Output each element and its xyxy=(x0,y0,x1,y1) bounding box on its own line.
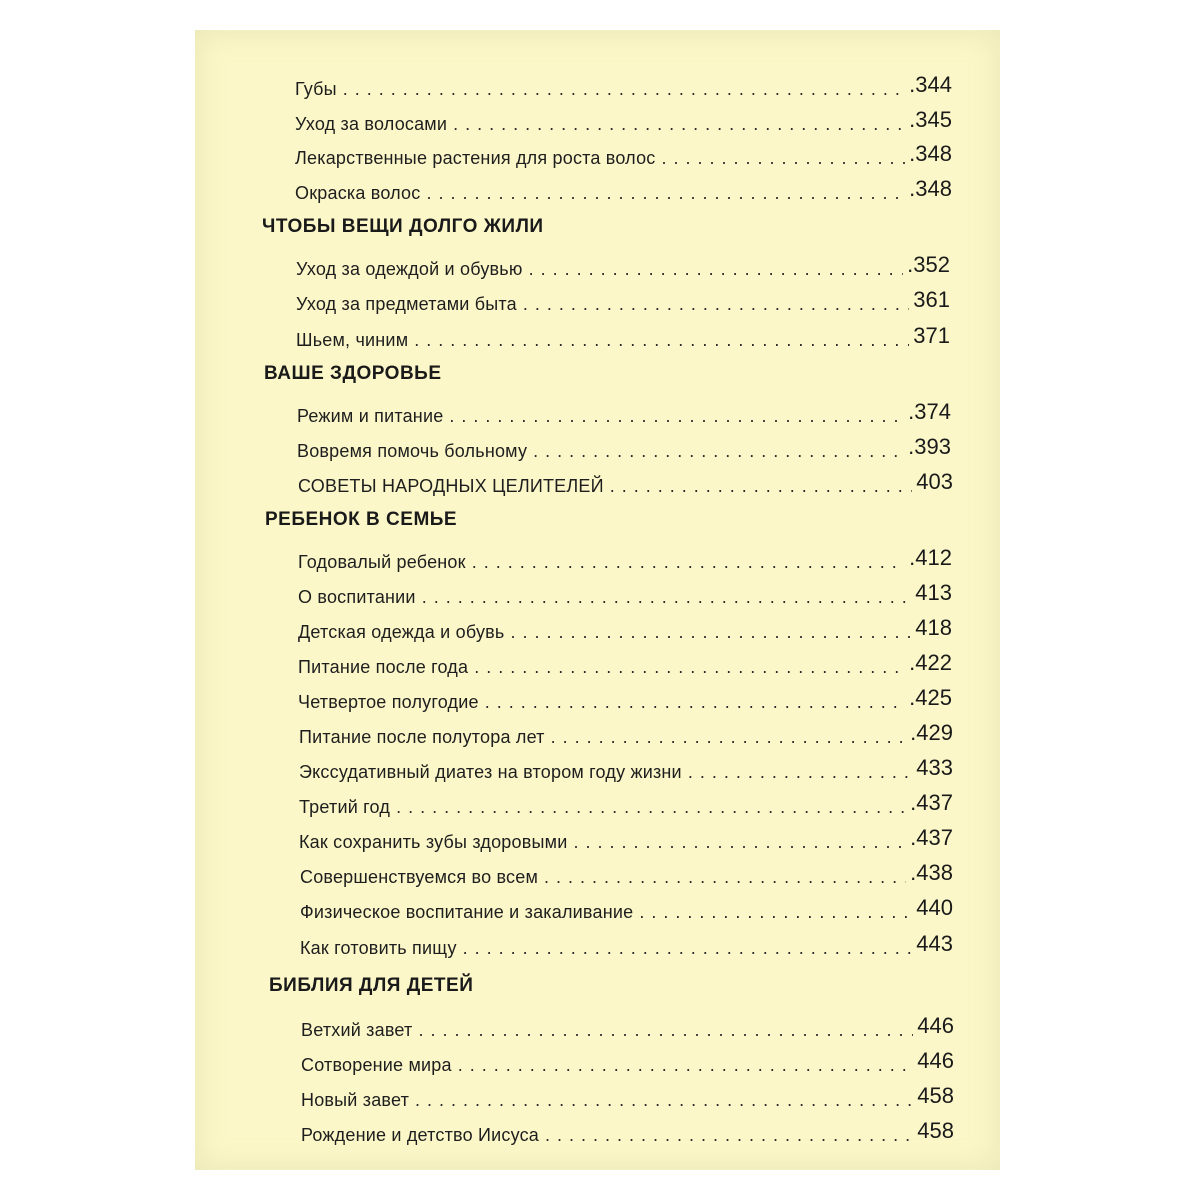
toc-entry-page-number: .422 xyxy=(909,650,952,675)
toc-entry xyxy=(296,325,950,351)
dot-leader xyxy=(474,658,905,676)
toc-entry-page-number: 446 xyxy=(917,1013,954,1038)
toc-entry-title: Уход за предметами быта xyxy=(296,294,517,314)
toc-entry-page-number: 418 xyxy=(915,615,952,640)
toc-entry xyxy=(297,436,951,462)
section-heading: БИБЛИЯ ДЛЯ ДЕТЕЙ xyxy=(269,975,474,996)
toc-entry xyxy=(299,792,953,818)
toc-entry-page-number: 446 xyxy=(917,1048,954,1073)
toc-entry xyxy=(296,289,950,315)
toc-entry xyxy=(298,582,952,608)
dot-leader xyxy=(396,798,906,816)
toc-entry-title: Окраска волос xyxy=(295,183,421,203)
dot-leader xyxy=(544,868,906,886)
dot-leader xyxy=(662,149,906,167)
dot-leader xyxy=(533,442,904,460)
toc-entry-title: Как готовить пищу xyxy=(300,938,457,958)
dot-leader xyxy=(485,693,905,711)
toc-entry-page-number: .437 xyxy=(910,825,953,850)
dot-leader xyxy=(545,1126,913,1144)
toc-entry xyxy=(298,547,952,573)
toc-entry xyxy=(301,1120,954,1146)
toc-entry-title: Питание после полутора лет xyxy=(299,727,545,747)
toc-entry-title: Вовремя помочь больному xyxy=(297,441,528,461)
toc-entry xyxy=(299,827,953,853)
toc-entry xyxy=(300,862,953,888)
toc-entry xyxy=(295,143,952,169)
toc-entry-page-number: .374 xyxy=(908,399,951,424)
toc-entry-title: Лекарственные растения для роста волос xyxy=(295,148,656,168)
toc-entry-title: Питание после года xyxy=(298,657,469,677)
toc-entry-page-number: 403 xyxy=(916,469,953,494)
dot-leader xyxy=(414,331,909,349)
toc-entry xyxy=(298,687,952,713)
toc-entry-page-number: .352 xyxy=(907,252,950,277)
toc-entry-title: Уход за волосами xyxy=(295,114,448,134)
toc-entry-page-number: 361 xyxy=(913,287,950,312)
dot-leader xyxy=(639,903,912,921)
dot-leader xyxy=(422,588,912,606)
toc-entry-page-number: .412 xyxy=(909,545,952,570)
dot-leader xyxy=(610,477,913,495)
toc-entry xyxy=(299,757,953,783)
toc-entry-title: Годовалый ребенок xyxy=(298,552,466,572)
toc-entry xyxy=(301,1050,954,1076)
dot-leader xyxy=(426,184,905,202)
toc-entry-title: Шьем, чиним xyxy=(296,330,409,350)
toc-entry-title: Детская одежда и обувь xyxy=(298,622,505,642)
section-heading: ВАШЕ ЗДОРОВЬЕ xyxy=(264,363,442,384)
toc-entry-page-number: .438 xyxy=(910,860,953,885)
dot-leader xyxy=(453,115,905,133)
toc-entry-title: Уход за одеждой и обувью xyxy=(296,259,523,279)
dot-leader xyxy=(463,939,913,957)
toc-entry-title: Новый завет xyxy=(301,1090,410,1110)
dot-leader xyxy=(510,623,911,641)
toc-entry-page-number: .344 xyxy=(909,72,952,97)
toc-entry-page-number: 458 xyxy=(917,1083,954,1108)
toc-entry-page-number: .425 xyxy=(909,685,952,710)
toc-entry-title: Губы xyxy=(295,79,337,99)
toc-entry-title: Четвертое полугодие xyxy=(298,692,479,712)
dot-leader xyxy=(551,728,907,746)
toc-entry xyxy=(300,897,953,923)
toc-entry xyxy=(298,617,952,643)
toc-entry xyxy=(295,178,952,204)
dot-leader xyxy=(688,763,912,781)
toc-entry-title: Третий год xyxy=(299,797,391,817)
toc-entry-title: Режим и питание xyxy=(297,406,444,426)
toc-entry-title: О воспитании xyxy=(298,587,416,607)
toc-entry-page-number: .348 xyxy=(909,141,952,166)
toc-entry xyxy=(300,933,953,959)
toc-entry-page-number: 433 xyxy=(916,755,953,780)
toc-entry xyxy=(298,471,953,497)
toc-entry-title: Ветхий завет xyxy=(301,1020,413,1040)
toc-entry xyxy=(296,254,950,280)
dot-leader xyxy=(418,1021,913,1039)
toc-entry-page-number: .345 xyxy=(909,107,952,132)
toc-entry-title: Рождение и детство Иисуса xyxy=(301,1125,540,1145)
toc-entry-title: Экссудативный диатез на втором году жизни xyxy=(299,762,682,782)
toc-entry xyxy=(297,401,951,427)
toc-entry xyxy=(295,109,952,135)
toc-entry-page-number: .437 xyxy=(910,790,953,815)
toc-entry-title: Сотворение мира xyxy=(301,1055,452,1075)
toc-entry-page-number: .429 xyxy=(910,720,953,745)
dot-leader xyxy=(529,260,904,278)
toc-entry xyxy=(295,74,952,100)
toc-entry-title: Физическое воспитание и закаливание xyxy=(300,902,634,922)
dot-leader xyxy=(458,1056,914,1074)
toc-entry-page-number: 458 xyxy=(917,1118,954,1143)
book-page xyxy=(195,30,1000,1170)
dot-leader xyxy=(472,553,905,571)
table-of-contents xyxy=(195,30,1000,1170)
dot-leader xyxy=(523,295,909,313)
toc-entry-page-number: 443 xyxy=(916,931,953,956)
dot-leader xyxy=(573,833,906,851)
toc-entry-page-number: 440 xyxy=(916,895,953,920)
toc-entry xyxy=(301,1085,954,1111)
toc-entry-page-number: .393 xyxy=(908,434,951,459)
toc-entry-title: Как сохранить зубы здоровыми xyxy=(299,832,568,852)
dot-leader xyxy=(449,407,904,425)
dot-leader xyxy=(415,1091,913,1109)
dot-leader xyxy=(343,80,905,98)
toc-entry xyxy=(301,1015,954,1041)
toc-entry-title: СОВЕТЫ НАРОДНЫХ ЦЕЛИТЕЛЕЙ xyxy=(298,476,604,496)
toc-entry xyxy=(298,652,952,678)
toc-entry-title: Совершенствуемся во всем xyxy=(300,867,539,887)
section-heading: РЕБЕНОК В СЕМЬЕ xyxy=(265,509,458,530)
toc-entry xyxy=(299,722,953,748)
toc-entry-page-number: .348 xyxy=(909,176,952,201)
toc-entry-page-number: 413 xyxy=(915,580,952,605)
toc-entry-page-number: 371 xyxy=(913,323,950,348)
section-heading: ЧТОБЫ ВЕЩИ ДОЛГО ЖИЛИ xyxy=(262,216,544,237)
